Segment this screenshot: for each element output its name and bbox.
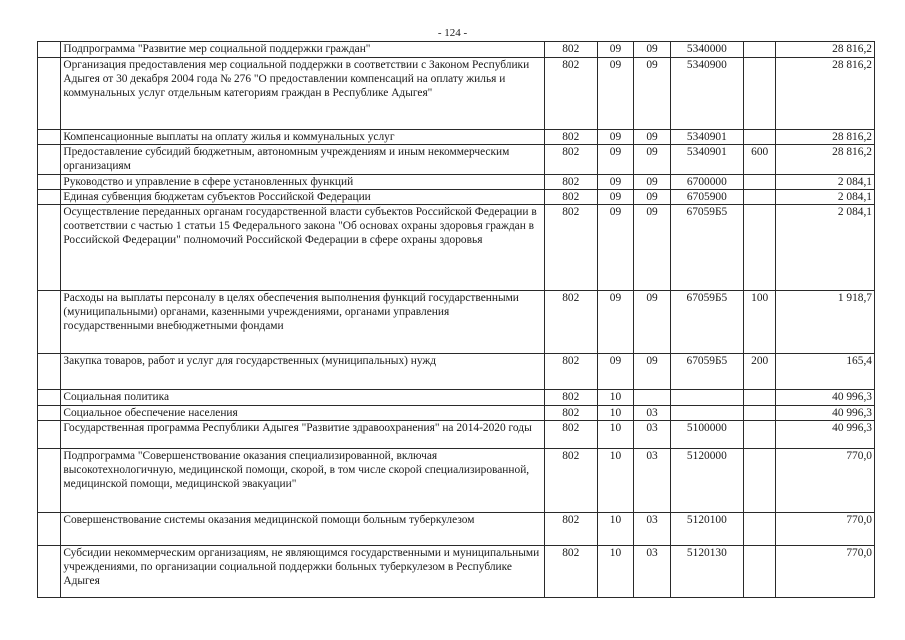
subsection-code-cell: 09 bbox=[634, 130, 671, 145]
target-code-cell: 5100000 bbox=[670, 421, 743, 449]
subsection-code-cell: 03 bbox=[634, 546, 671, 598]
table-row bbox=[38, 42, 875, 58]
row-number-cell bbox=[38, 421, 61, 449]
amount-cell: 770,0 bbox=[776, 546, 875, 598]
section-code-cell: 10 bbox=[597, 421, 634, 449]
row-number-cell bbox=[38, 390, 61, 406]
expense-name-cell: Социальное обеспечение населения bbox=[61, 406, 545, 421]
section-code-cell: 10 bbox=[597, 513, 634, 546]
subsection-code-cell bbox=[634, 390, 671, 406]
table-row bbox=[38, 390, 875, 406]
expense-type-cell bbox=[743, 390, 776, 406]
section-code-cell: 09 bbox=[597, 190, 634, 205]
table-row bbox=[38, 190, 875, 205]
subsection-code-cell: 09 bbox=[634, 58, 671, 130]
row-number-cell bbox=[38, 354, 61, 390]
page-number: - 124 - bbox=[437, 27, 468, 39]
ministry-code-cell: 802 bbox=[544, 354, 597, 390]
expense-type-cell bbox=[743, 449, 776, 513]
ministry-code-cell: 802 bbox=[544, 145, 597, 175]
section-code-cell: 09 bbox=[597, 354, 634, 390]
amount-cell: 28 816,2 bbox=[776, 145, 875, 175]
expense-type-cell bbox=[743, 42, 776, 58]
row-number-cell bbox=[38, 291, 61, 354]
target-code-cell: 5340900 bbox=[670, 58, 743, 130]
expense-name-cell: Расходы на выплаты персоналу в целях обеспечения выполнения функций государственными (муниципальными) органами, казенными учреждениями, органами управления государственными внебюджетными фондами bbox=[61, 291, 545, 354]
target-code-cell: 6700000 bbox=[670, 175, 743, 190]
row-number-cell bbox=[38, 406, 61, 421]
expense-name-cell: Единая субвенция бюджетам субъектов Российской Федерации bbox=[61, 190, 545, 205]
target-code-cell: 5120100 bbox=[670, 513, 743, 546]
ministry-code-cell: 802 bbox=[544, 546, 597, 598]
target-code-cell: 6705900 bbox=[670, 190, 743, 205]
section-code-cell: 09 bbox=[597, 42, 634, 58]
ministry-code-cell: 802 bbox=[544, 42, 597, 58]
target-code-cell: 5340000 bbox=[670, 42, 743, 58]
expense-name-cell: Компенсационные выплаты на оплату жилья и коммунальных услуг bbox=[61, 130, 545, 145]
ministry-code-cell: 802 bbox=[544, 130, 597, 145]
ministry-code-cell: 802 bbox=[544, 291, 597, 354]
table-row bbox=[38, 291, 875, 354]
amount-cell: 1 918,7 bbox=[776, 291, 875, 354]
table-row bbox=[38, 546, 875, 598]
target-code-cell: 5120130 bbox=[670, 546, 743, 598]
expense-name-cell: Подпрограмма "Совершенствование оказания специализированной, включая высокотехнологичную, медицинской помощи, скорой, в том числе скорой специализированной, медицинской помощи, медицинской эвакуации" bbox=[61, 449, 545, 513]
table-row bbox=[38, 58, 875, 130]
table-row bbox=[38, 354, 875, 390]
expense-type-cell bbox=[743, 513, 776, 546]
expense-type-cell bbox=[743, 421, 776, 449]
section-code-cell: 09 bbox=[597, 145, 634, 175]
expense-type-cell bbox=[743, 175, 776, 190]
expense-type-cell bbox=[743, 205, 776, 291]
row-number-cell bbox=[38, 205, 61, 291]
target-code-cell bbox=[670, 390, 743, 406]
row-number-cell bbox=[38, 58, 61, 130]
row-number-cell bbox=[38, 42, 61, 58]
subsection-code-cell: 09 bbox=[634, 190, 671, 205]
target-code-cell: 67059Б5 bbox=[670, 205, 743, 291]
table-row bbox=[38, 145, 875, 175]
section-code-cell: 09 bbox=[597, 175, 634, 190]
subsection-code-cell: 03 bbox=[634, 449, 671, 513]
row-number-cell bbox=[38, 513, 61, 546]
row-number-cell bbox=[38, 190, 61, 205]
amount-cell: 28 816,2 bbox=[776, 42, 875, 58]
subsection-code-cell: 03 bbox=[634, 513, 671, 546]
table-row bbox=[38, 130, 875, 145]
ministry-code-cell: 802 bbox=[544, 449, 597, 513]
subsection-code-cell: 09 bbox=[634, 205, 671, 291]
target-code-cell: 5340901 bbox=[670, 130, 743, 145]
ministry-code-cell: 802 bbox=[544, 175, 597, 190]
amount-cell: 40 996,3 bbox=[776, 421, 875, 449]
table-row bbox=[38, 513, 875, 546]
section-code-cell: 09 bbox=[597, 291, 634, 354]
amount-cell: 28 816,2 bbox=[776, 130, 875, 145]
ministry-code-cell: 802 bbox=[544, 421, 597, 449]
target-code-cell: 67059Б5 bbox=[670, 354, 743, 390]
section-code-cell: 10 bbox=[597, 546, 634, 598]
expense-type-cell bbox=[743, 190, 776, 205]
row-number-cell bbox=[38, 145, 61, 175]
expense-name-cell: Совершенствование системы оказания медицинской помощи больным туберкулезом bbox=[61, 513, 545, 546]
expense-name-cell: Организация предоставления мер социальной поддержки в соответствии с Законом Республики Адыгея от 30 декабря 2004 года № 276 "О предоставлении компенсаций на оплату жилья и коммунальных услуг отдельным категориям граждан в Республике Адыгея" bbox=[61, 58, 545, 130]
subsection-code-cell: 09 bbox=[634, 291, 671, 354]
section-code-cell: 09 bbox=[597, 58, 634, 130]
ministry-code-cell: 802 bbox=[544, 390, 597, 406]
subsection-code-cell: 09 bbox=[634, 42, 671, 58]
section-code-cell: 10 bbox=[597, 449, 634, 513]
expense-name-cell: Подпрограмма "Развитие мер социальной поддержки граждан" bbox=[61, 42, 545, 58]
amount-cell: 40 996,3 bbox=[776, 390, 875, 406]
expense-name-cell: Предоставление субсидий бюджетным, автономным учреждениям и иным некоммерческим организациям bbox=[61, 145, 545, 175]
budget-table bbox=[37, 41, 875, 598]
section-code-cell: 09 bbox=[597, 205, 634, 291]
row-number-cell bbox=[38, 175, 61, 190]
subsection-code-cell: 09 bbox=[634, 175, 671, 190]
section-code-cell: 09 bbox=[597, 130, 634, 145]
expense-name-cell: Государственная программа Республики Адыгея "Развитие здравоохранения" на 2014-2020 годы bbox=[61, 421, 545, 449]
amount-cell: 2 084,1 bbox=[776, 175, 875, 190]
ministry-code-cell: 802 bbox=[544, 190, 597, 205]
row-number-cell bbox=[38, 130, 61, 145]
expense-type-cell bbox=[743, 546, 776, 598]
expense-name-cell: Руководство и управление в сфере установленных функций bbox=[61, 175, 545, 190]
expense-type-cell bbox=[743, 406, 776, 421]
row-number-cell bbox=[38, 546, 61, 598]
amount-cell: 2 084,1 bbox=[776, 205, 875, 291]
target-code-cell: 67059Б5 bbox=[670, 291, 743, 354]
amount-cell: 165,4 bbox=[776, 354, 875, 390]
subsection-code-cell: 03 bbox=[634, 406, 671, 421]
subsection-code-cell: 03 bbox=[634, 421, 671, 449]
expense-type-cell: 600 bbox=[743, 145, 776, 175]
expense-type-cell: 100 bbox=[743, 291, 776, 354]
table-row bbox=[38, 205, 875, 291]
amount-cell: 770,0 bbox=[776, 513, 875, 546]
expense-type-cell bbox=[743, 58, 776, 130]
subsection-code-cell: 09 bbox=[634, 145, 671, 175]
subsection-code-cell: 09 bbox=[634, 354, 671, 390]
amount-cell: 28 816,2 bbox=[776, 58, 875, 130]
amount-cell: 2 084,1 bbox=[776, 190, 875, 205]
amount-cell: 770,0 bbox=[776, 449, 875, 513]
row-number-cell bbox=[38, 449, 61, 513]
expense-type-cell: 200 bbox=[743, 354, 776, 390]
target-code-cell: 5340901 bbox=[670, 145, 743, 175]
section-code-cell: 10 bbox=[597, 406, 634, 421]
expense-name-cell: Закупка товаров, работ и услуг для государственных (муниципальных) нужд bbox=[61, 354, 545, 390]
target-code-cell: 5120000 bbox=[670, 449, 743, 513]
ministry-code-cell: 802 bbox=[544, 513, 597, 546]
expense-name-cell: Осуществление переданных органам государственной власти субъектов Российской Федерации в соответствии с частью 1 статьи 15 Федерального закона "Об основах охраны здоровья граждан в Российской Федерации" полномочий Российской Федерации в сфере охраны здоровья bbox=[61, 205, 545, 291]
table-row bbox=[38, 175, 875, 190]
table-row bbox=[38, 449, 875, 513]
ministry-code-cell: 802 bbox=[544, 406, 597, 421]
table-row bbox=[38, 421, 875, 449]
table-row bbox=[38, 406, 875, 421]
amount-cell: 40 996,3 bbox=[776, 406, 875, 421]
ministry-code-cell: 802 bbox=[544, 205, 597, 291]
expense-type-cell bbox=[743, 130, 776, 145]
expense-name-cell: Субсидии некоммерческим организациям, не являющимся государственными и муниципальными учреждениями, по организации социальной поддержки больных туберкулезом в Республике Адыгея bbox=[61, 546, 545, 598]
ministry-code-cell: 802 bbox=[544, 58, 597, 130]
section-code-cell: 10 bbox=[597, 390, 634, 406]
expense-name-cell: Социальная политика bbox=[61, 390, 545, 406]
target-code-cell bbox=[670, 406, 743, 421]
